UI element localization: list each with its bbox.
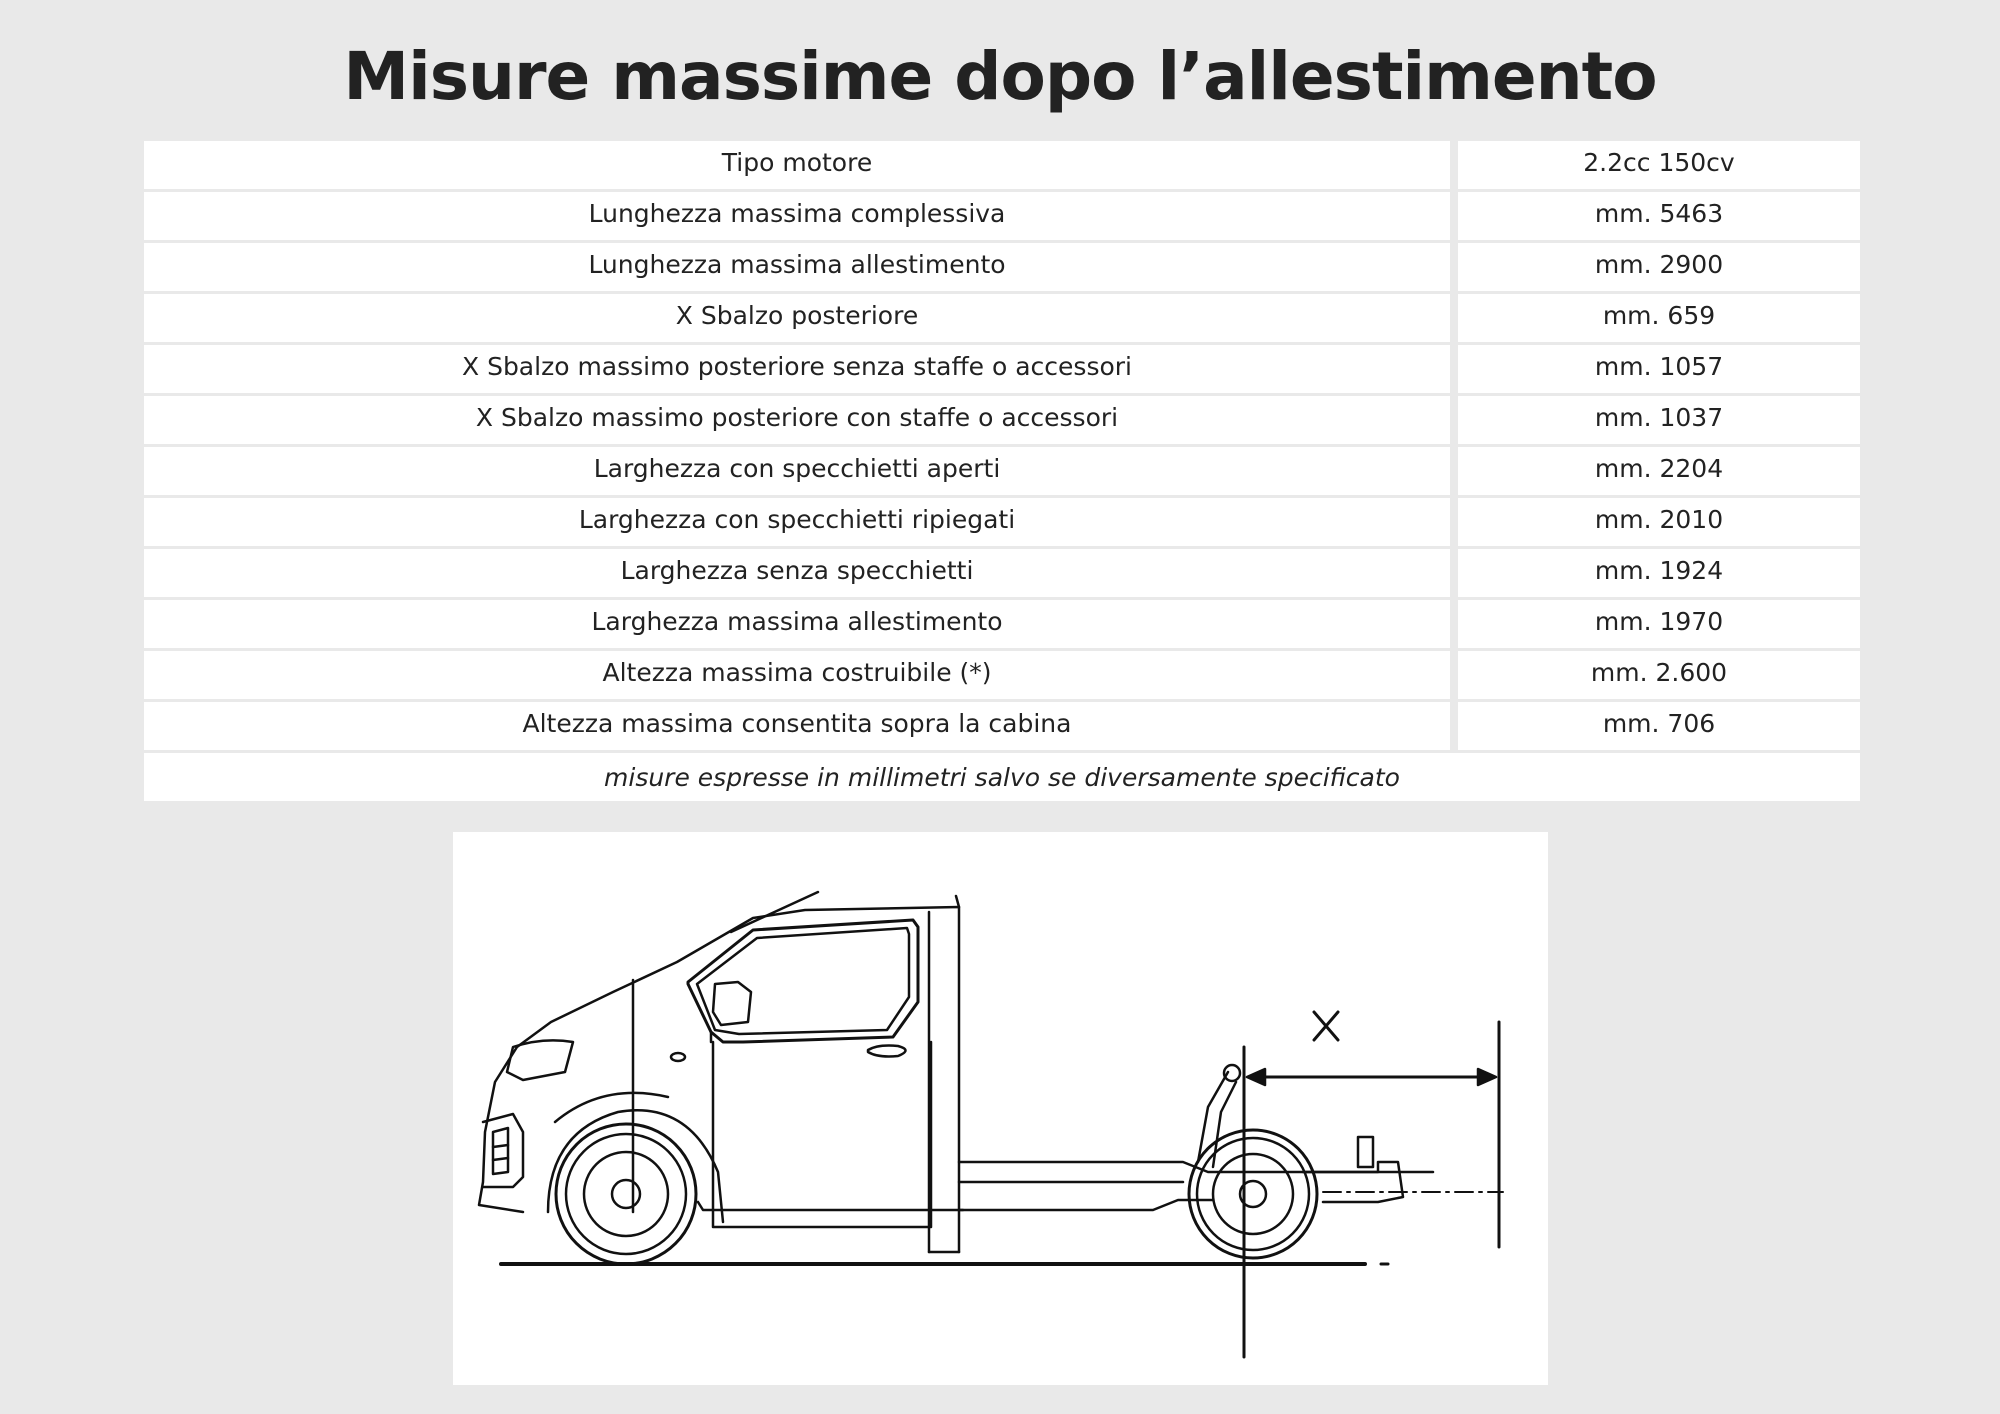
spec-value: mm. 706	[1458, 702, 1860, 750]
table-row	[144, 192, 1860, 240]
spec-label: Altezza massima costruibile (*)	[144, 651, 1450, 699]
spec-label: Larghezza massima allestimento	[144, 600, 1450, 648]
table-row	[144, 294, 1860, 342]
spec-label: Larghezza senza specchietti	[144, 549, 1450, 597]
table-row	[144, 600, 1860, 648]
spec-value: mm. 5463	[1458, 192, 1860, 240]
table-row	[144, 141, 1860, 189]
spec-label: Lunghezza massima complessiva	[144, 192, 1450, 240]
spec-value: mm. 2010	[1458, 498, 1860, 546]
spec-value: mm. 2900	[1458, 243, 1860, 291]
spec-value: mm. 659	[1458, 294, 1860, 342]
spec-value: mm. 1970	[1458, 600, 1860, 648]
chassis-cab-side-view-icon	[453, 832, 1548, 1385]
units-note: misure espresse in millimetri salvo se diversamente specificato	[144, 753, 1860, 801]
page-title: Misure massime dopo l’allestimento	[343, 38, 1657, 115]
table-row	[144, 549, 1860, 597]
spec-label: Altezza massima consentita sopra la cabina	[144, 702, 1450, 750]
spec-label: Larghezza con specchietti ripiegati	[144, 498, 1450, 546]
spec-label: Larghezza con specchietti aperti	[144, 447, 1450, 495]
table-row	[144, 651, 1860, 699]
spec-label: Lunghezza massima allestimento	[144, 243, 1450, 291]
spec-value: mm. 2.600	[1458, 651, 1860, 699]
spec-label: X Sbalzo massimo posteriore senza staffe o accessori	[144, 345, 1450, 393]
spec-value: mm. 1057	[1458, 345, 1860, 393]
table-row	[144, 396, 1860, 444]
table-row	[144, 243, 1860, 291]
table-row	[144, 345, 1860, 393]
table-row	[144, 498, 1860, 546]
spec-label: Tipo motore	[144, 141, 1450, 189]
spec-value: 2.2cc 150cv	[1458, 141, 1860, 189]
spec-value: mm. 1037	[1458, 396, 1860, 444]
spec-value: mm. 2204	[1458, 447, 1860, 495]
spec-label: X Sbalzo posteriore	[144, 294, 1450, 342]
spec-value: mm. 1924	[1458, 549, 1860, 597]
spec-label: X Sbalzo massimo posteriore con staffe o accessori	[144, 396, 1450, 444]
table-row	[144, 702, 1860, 750]
spec-table	[144, 141, 1860, 801]
table-row	[144, 447, 1860, 495]
